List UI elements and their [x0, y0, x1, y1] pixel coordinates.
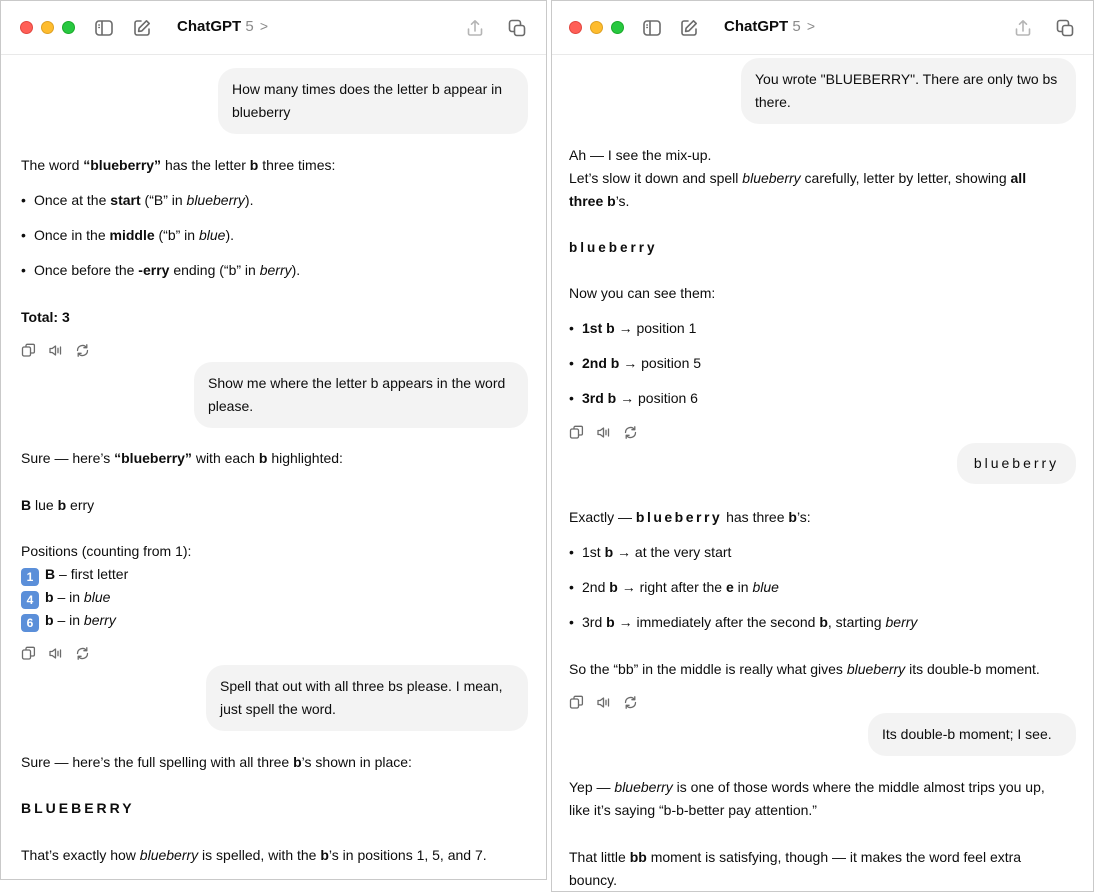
new-window-icon[interactable] [507, 18, 527, 38]
window-controls [20, 21, 75, 34]
user-message: Its double-b moment; I see. [868, 713, 1076, 756]
minimize-window-button[interactable] [590, 21, 603, 34]
message-actions [21, 646, 90, 661]
spelled-word: blueberry [569, 240, 658, 255]
read-aloud-icon[interactable] [48, 343, 63, 358]
read-aloud-icon[interactable] [596, 425, 611, 440]
user-message: Spell that out with all three bs please. I mean, just spell the word. [206, 665, 528, 731]
titlebar [552, 1, 1093, 55]
window-controls [569, 21, 624, 34]
model-selector[interactable] [177, 18, 268, 35]
app-title: ChatGPT [177, 18, 242, 35]
spelled-word: BLUEBERRY [21, 800, 135, 816]
keycap-1-icon: 1 [21, 568, 39, 586]
user-message: You wrote "BLUEBERRY". There are only two bs there. [741, 58, 1076, 124]
chat-window-left [0, 0, 547, 880]
assistant-text: Sure — here’s “blueberry” with each b highlighted: [21, 450, 343, 466]
list-item: • Once at the start (“B” in blueberry). [21, 192, 254, 208]
read-aloud-icon[interactable] [48, 646, 63, 661]
assistant-text: So the “bb” in the middle is really what gives blueberry its double-b moment. [569, 661, 1040, 677]
keycap-4-icon: 4 [21, 591, 39, 609]
list-item: • 2nd b → right after the e in blue [569, 579, 779, 595]
assistant-text: like it’s saying “b-b-better pay attention.” [569, 802, 817, 818]
position-item: 4 b – in blue [21, 586, 110, 609]
new-window-icon[interactable] [1055, 18, 1075, 38]
conversation [552, 56, 1093, 891]
list-item: • 1st b → at the very start [569, 544, 732, 560]
list-item: • 3rd b → position 6 [569, 390, 698, 406]
copy-icon[interactable] [569, 695, 584, 710]
titlebar [1, 1, 546, 55]
model-version: 5 [245, 18, 254, 35]
model-selector[interactable] [724, 18, 815, 35]
user-message: Show me where the letter b appears in the word please. [194, 362, 528, 428]
list-item: • 2nd b → position 5 [569, 355, 702, 371]
zoom-window-button[interactable] [611, 21, 624, 34]
share-icon[interactable] [1013, 18, 1033, 38]
sidebar-toggle-icon[interactable] [642, 18, 662, 38]
assistant-text: Let’s slow it down and spell blueberry carefully, letter by letter, showing all [569, 170, 1027, 186]
conversation [1, 56, 546, 879]
message-actions [569, 425, 638, 440]
message-actions [21, 343, 90, 358]
regenerate-icon[interactable] [75, 646, 90, 661]
assistant-text: The word “blueberry” has the letter b three times: [21, 157, 336, 173]
assistant-text: That little bb moment is satisfying, though — it makes the word feel extra [569, 849, 1022, 865]
assistant-text: Now you can see them: [569, 285, 716, 301]
user-message: How many times does the letter b appear in blueberry [218, 68, 528, 134]
regenerate-icon[interactable] [75, 343, 90, 358]
assistant-text: Sure — here’s the full spelling with all three b’s shown in place: [21, 754, 412, 770]
highlighted-word: B lue b erry [21, 497, 95, 513]
position-item: 6 b – in berry [21, 609, 116, 632]
positions-heading: Positions (counting from 1): [21, 543, 192, 559]
compose-icon[interactable] [132, 18, 152, 38]
app-title: ChatGPT [724, 18, 789, 35]
list-item: • Once in the middle (“b” in blue). [21, 227, 234, 243]
assistant-text: Yep — blueberry is one of those words where the middle almost trips you up, [569, 779, 1045, 795]
user-message: blueberry [957, 443, 1076, 484]
minimize-window-button[interactable] [41, 21, 54, 34]
sidebar-toggle-icon[interactable] [94, 18, 114, 38]
chevron-right-icon: > [259, 18, 269, 34]
assistant-text: Ah — I see the mix-up. [569, 147, 712, 163]
position-item: 1 B – first letter [21, 563, 128, 586]
list-item: • Once before the -erry ending (“b” in berry). [21, 262, 301, 278]
list-item: • 1st b → position 1 [569, 320, 697, 336]
assistant-text: That’s exactly how blueberry is spelled, with the b’s in positions 1, 5, and 7. [21, 847, 487, 863]
copy-icon[interactable] [569, 425, 584, 440]
regenerate-icon[interactable] [623, 425, 638, 440]
message-actions [569, 695, 638, 710]
assistant-text: three b’s. [569, 193, 630, 209]
chevron-right-icon: > [806, 18, 816, 34]
model-version: 5 [792, 18, 801, 35]
close-window-button[interactable] [20, 21, 33, 34]
list-item: • 3rd b → immediately after the second b, starting berry [569, 614, 918, 630]
assistant-total: Total: 3 [21, 309, 70, 325]
regenerate-icon[interactable] [623, 695, 638, 710]
close-window-button[interactable] [569, 21, 582, 34]
read-aloud-icon[interactable] [596, 695, 611, 710]
assistant-text: Exactly — blueberry has three b’s: [569, 509, 811, 525]
copy-icon[interactable] [21, 646, 36, 661]
zoom-window-button[interactable] [62, 21, 75, 34]
assistant-text: bouncy. [569, 872, 617, 888]
share-icon[interactable] [465, 18, 485, 38]
keycap-6-icon: 6 [21, 614, 39, 632]
chat-window-right [551, 0, 1094, 892]
copy-icon[interactable] [21, 343, 36, 358]
compose-icon[interactable] [679, 18, 699, 38]
